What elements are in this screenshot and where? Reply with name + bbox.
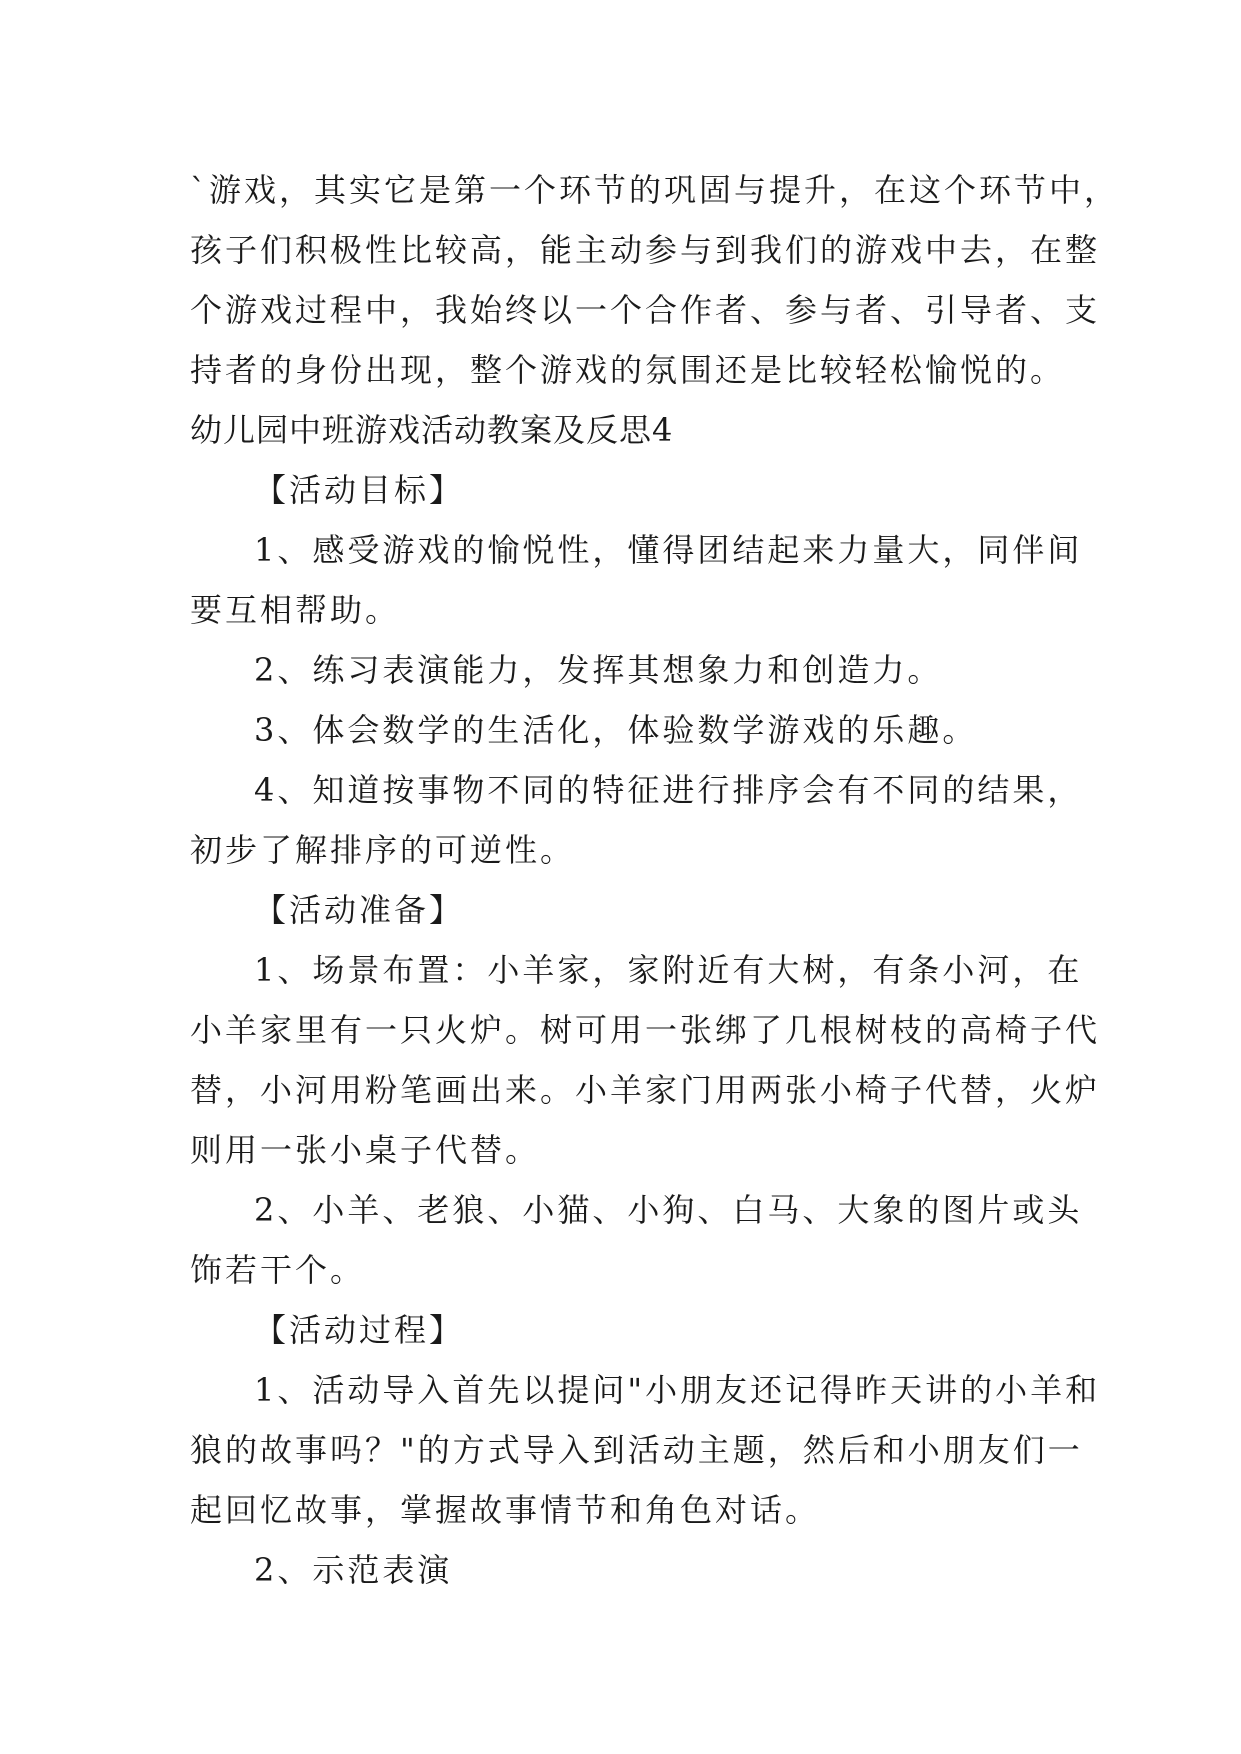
- list-item: 1、活动导入首先以提问"小朋友还记得昨天讲的小羊和: [254, 1371, 1101, 1409]
- list-item-continuation: 小羊家里有一只火炉。树可用一张绑了几根树枝的高椅子代: [190, 1011, 1101, 1049]
- list-item: 3、体会数学的生活化，体验数学游戏的乐趣。: [254, 711, 978, 749]
- list-item-continuation: 替，小河用粉笔画出来。小羊家门用两张小椅子代替，火炉: [190, 1071, 1101, 1109]
- section-heading-goals: 【活动目标】: [254, 471, 465, 509]
- list-item-continuation: 要互相帮助。: [190, 591, 401, 629]
- section-heading-process: 【活动过程】: [254, 1311, 465, 1349]
- paragraph-line: 个游戏过程中，我始终以一个合作者、参与者、引导者、支: [190, 291, 1101, 329]
- paragraph-line: 持者的身份出现，整个游戏的氛围还是比较轻松愉悦的。: [190, 351, 1066, 389]
- paragraph-line: 孩子们积极性比较高，能主动参与到我们的游戏中去，在整: [190, 231, 1101, 269]
- list-item-continuation: 饰若干个。: [190, 1251, 366, 1289]
- section-heading-preparation: 【活动准备】: [254, 891, 465, 929]
- list-item: 2、练习表演能力，发挥其想象力和创造力。: [254, 651, 943, 689]
- list-item-continuation: 狼的故事吗？"的方式导入到活动主题，然后和小朋友们一: [190, 1431, 1083, 1469]
- list-item: 2、示范表演: [254, 1551, 453, 1589]
- list-item: 2、小羊、老狼、小猫、小狗、白马、大象的图片或头: [254, 1191, 1083, 1229]
- list-item-continuation: 初步了解排序的可逆性。: [190, 831, 576, 869]
- list-item-continuation: 则用一张小桌子代替。: [190, 1131, 541, 1169]
- list-item: 1、场景布置：小羊家，家附近有大树，有条小河，在: [254, 951, 1083, 989]
- section-title: 幼儿园中班游戏活动教案及反思4: [190, 411, 674, 449]
- document-body: [190, 160, 1120, 1600]
- list-item: 4、知道按事物不同的特征进行排序会有不同的结果，: [254, 771, 1083, 809]
- list-item: 1、感受游戏的愉悦性，懂得团结起来力量大，同伴间: [254, 531, 1083, 569]
- list-item-continuation: 起回忆故事，掌握故事情节和角色对话。: [190, 1491, 821, 1529]
- paragraph-line: `游戏，其实它是第一个环节的巩固与提升，在这个环节中，: [190, 171, 1120, 209]
